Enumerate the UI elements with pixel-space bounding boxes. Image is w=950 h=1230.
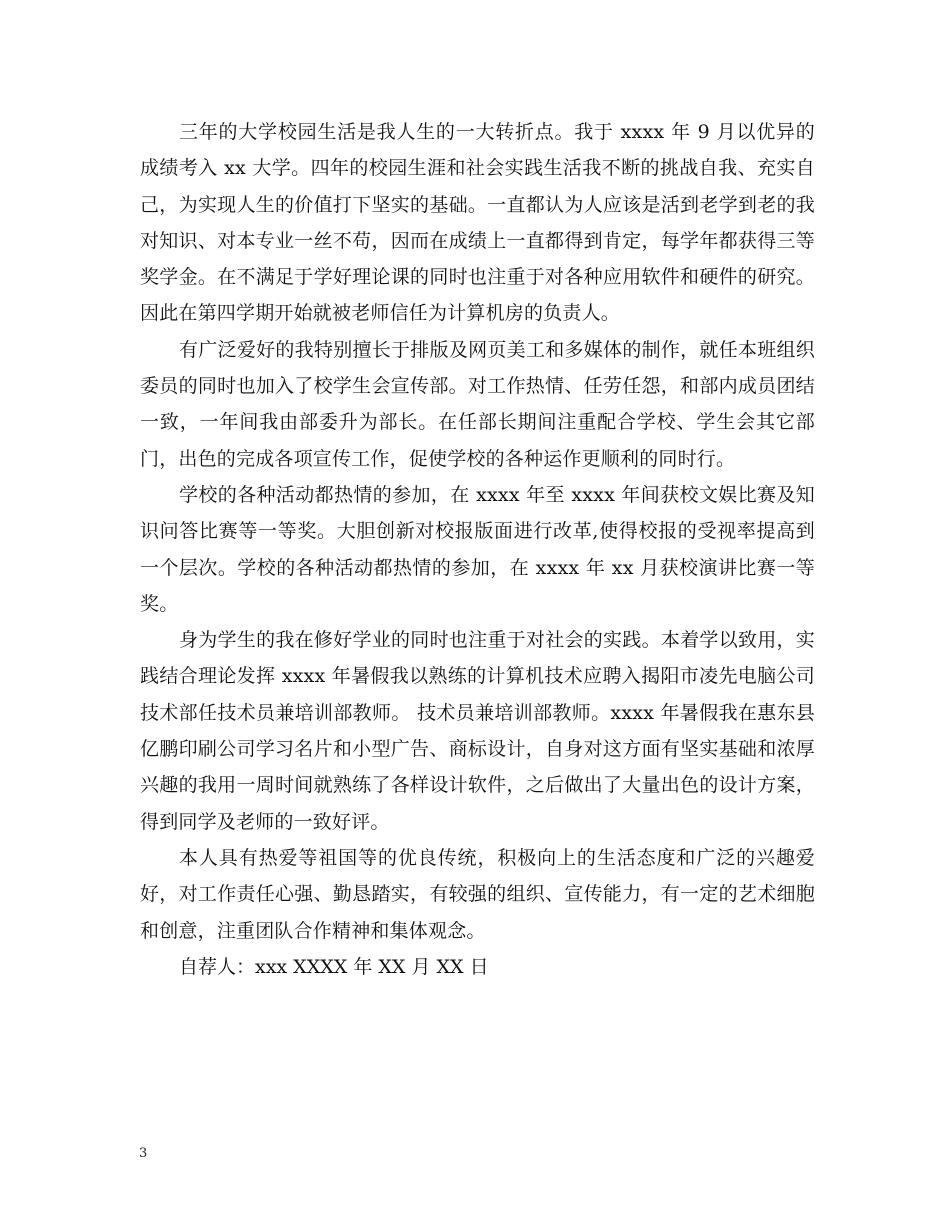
paragraph-5: 本人具有热爱等祖国等的优良传统，积极向上的生活态度和广泛的兴趣爱好，对工作责任心强、勤恳踏实，有较强的组织、宣传能力，有一定的艺术细胞和创意，注重团队合作精神和集体观念。 xyxy=(140,846,815,942)
paragraph-2: 有广泛爱好的我特别擅长于排版及网页美工和多媒体的制作，就任本班组织委员的同时也加入了校学生会宣传部。对工作热情、任劳任怨，和部内成员团结一致，一年间我由部委升为部长。在任部长期间注重配合学校、学生会其它部门，出色的完成各项宣传工作，促使学校的各种运作更顺利的同时行。 xyxy=(140,338,815,470)
document-body xyxy=(140,114,815,985)
paragraph-4: 身为学生的我在修好学业的同时也注重于对社会的实践。本着学以致用，实践结合理论发挥 xxxx 年暑假我以熟练的计算机技术应聘入揭阳市凌先电脑公司技术部任技术员兼培训部教师。 技术员兼培训部教师。xxxx 年暑假我在惠东县亿鹏印刷公司学习名片和小型广告、商标设计，自身对这方面有坚实基础和浓厚兴趣的我用一周时间就熟练了各样设计软件，之后做出了大量出色的设计方案，得到同学及老师的一致好评。 xyxy=(140,629,815,833)
signature-line: 自荐人：xxx XXXX 年 XX 月 XX 日 xyxy=(179,955,489,978)
page-number: 3 xyxy=(139,1146,148,1161)
paragraph-1: 三年的大学校园生活是我人生的一大转折点。我于 xxxx 年 9 月以优异的成绩考入 xx 大学。四年的校园生涯和社会实践生活我不断的挑战自我、充实自己，为实现人生的价值打下坚实的基础。一直都认为人应该是活到老学到老的我对知识、对本专业一丝不苟，因而在成绩上一直都得到肯定，每学年都获得三等奖学金。在不满足于学好理论课的同时也注重于对各种应用软件和硬件的研究。因此在第四学期开始就被老师信任为计算机房的负责人。 xyxy=(140,121,815,325)
paragraph-3: 学校的各种活动都热情的参加，在 xxxx 年至 xxxx 年间获校文娱比赛及知识问答比赛等一等奖。大胆创新对校报版面进行改革,使得校报的受视率提高到一个层次。学校的各种活动都热情的参加，在 xxxx 年 xx 月获校演讲比赛一等奖。 xyxy=(140,483,815,615)
